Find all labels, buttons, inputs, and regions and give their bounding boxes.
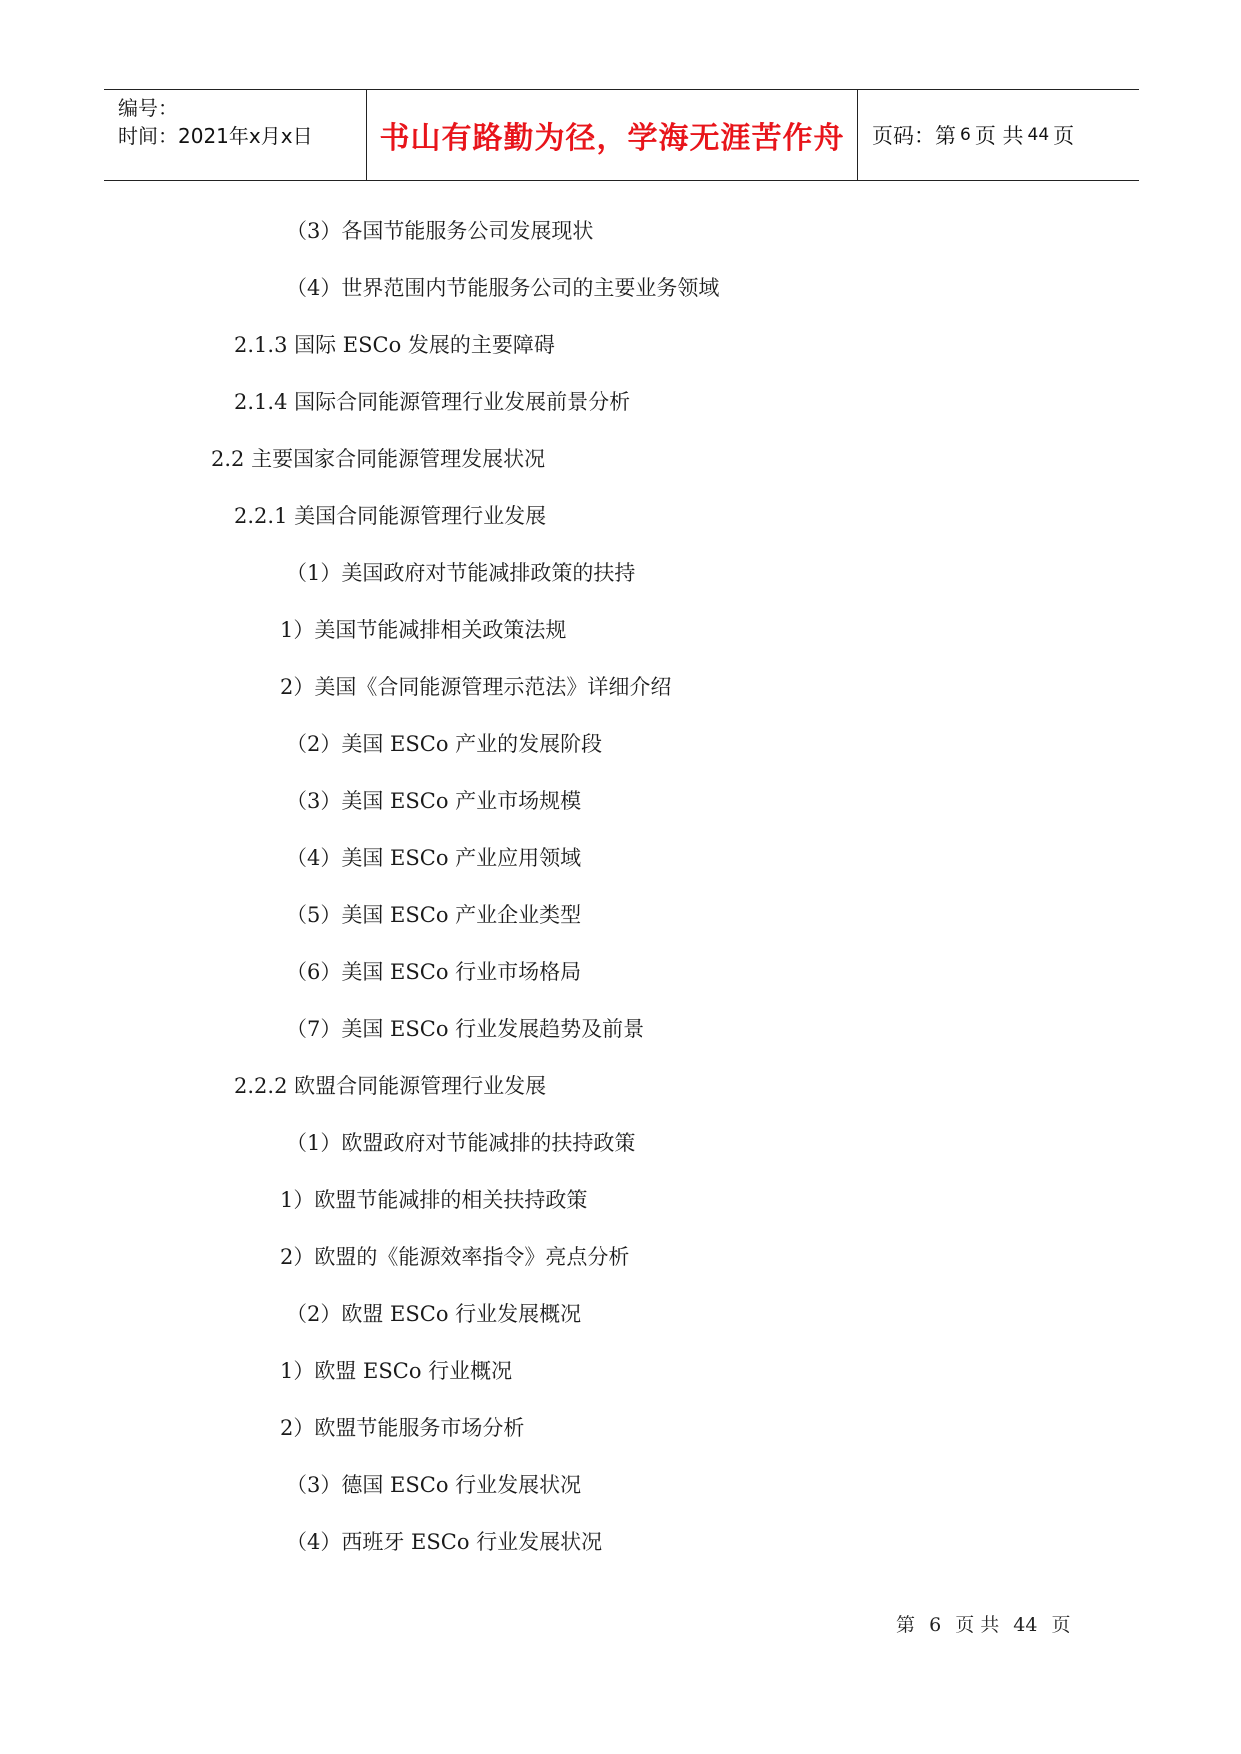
toc-item: 2）欧盟的《能源效率指令》亮点分析 [280,1245,630,1269]
toc-item: （2）美国 ESCo 产业的发展阶段 [286,732,603,756]
toc-item: 2.2 主要国家合同能源管理发展状况 [211,447,546,471]
footer-prefix: 第 [896,1614,916,1636]
code-label: 编号： [118,96,178,120]
toc-item: （1）欧盟政府对节能减排的扶持政策 [286,1131,636,1155]
toc-item: 2.1.4 国际合同能源管理行业发展前景分析 [234,390,631,414]
footer-suffix: 页 [1051,1614,1071,1636]
footer-mid: 页 共 [955,1614,1000,1636]
footer-page: 6 [929,1614,942,1636]
toc-item: （4）世界范围内节能服务公司的主要业务领域 [286,276,720,300]
toc-item: 2）美国《合同能源管理示范法》详细介绍 [280,675,672,699]
page-prefix: 页码：第 [872,124,956,148]
motto-text: 书山有路勤为径，学海无涯苦作舟 [379,121,845,156]
page-header [104,89,1139,181]
toc-item: （7）美国 ESCo 行业发展趋势及前景 [286,1017,645,1041]
toc-item: 1）欧盟 ESCo 行业概况 [280,1359,513,1383]
toc-item: 1）欧盟节能减排的相关扶持政策 [280,1188,588,1212]
toc-item: （3）美国 ESCo 产业市场规模 [286,789,582,813]
time-label: 时间：2021年x月x日 [118,124,313,148]
toc-item: （6）美国 ESCo 行业市场格局 [286,960,582,984]
page-suffix: 页 [1053,124,1075,148]
toc-item: 2）欧盟节能服务市场分析 [280,1416,525,1440]
toc-item: （4）西班牙 ESCo 行业发展状况 [286,1530,603,1554]
toc-item: 2.1.3 国际 ESCo 发展的主要障碍 [234,333,555,357]
page-total: 44 [1027,125,1050,145]
page-footer [896,1610,1079,1637]
footer-total: 44 [1013,1614,1038,1636]
header-motto-cell [367,90,858,180]
header-info-cell [104,90,367,180]
toc-item: （3）各国节能服务公司发展现状 [286,219,594,243]
toc-item: 2.2.2 欧盟合同能源管理行业发展 [234,1074,547,1098]
toc-item: （4）美国 ESCo 产业应用领域 [286,846,582,870]
toc-item: 1）美国节能减排相关政策法规 [280,618,567,642]
page-mid: 页 共 [974,124,1024,148]
toc-item: （1）美国政府对节能减排政策的扶持 [286,561,636,585]
toc-item: （2）欧盟 ESCo 行业发展概况 [286,1302,582,1326]
toc-item: （5）美国 ESCo 产业企业类型 [286,903,582,927]
toc-item: 2.2.1 美国合同能源管理行业发展 [234,504,547,528]
page-number: 6 [960,125,971,145]
header-page-cell [858,90,1139,180]
toc-item: （3）德国 ESCo 行业发展状况 [286,1473,582,1497]
